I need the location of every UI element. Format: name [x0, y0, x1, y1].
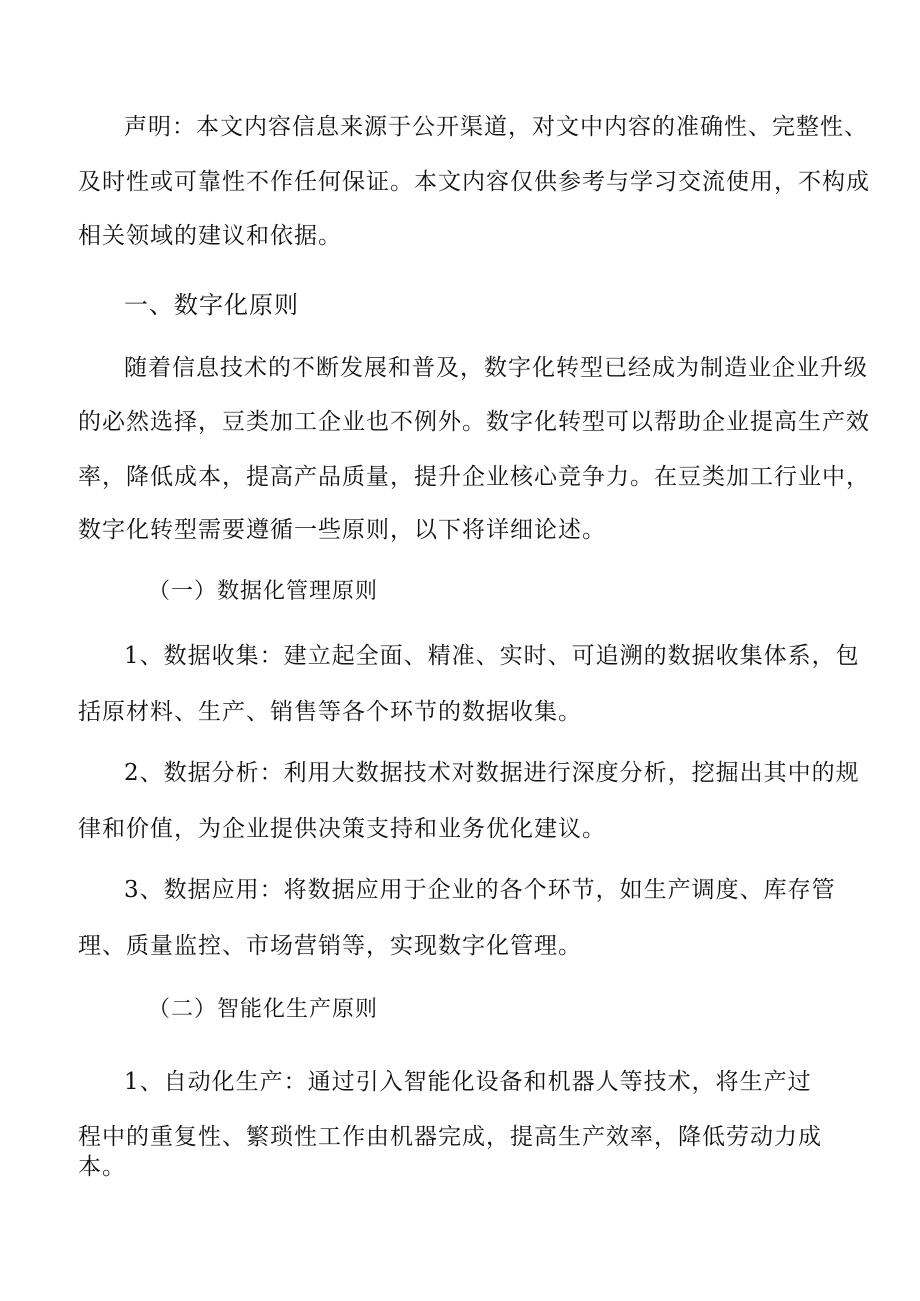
subsection-title-1: （一）数据化管理原则 [148, 579, 379, 604]
intro-line-4: 数字化转型需要遵循一些原则，以下将详细论述。 [78, 517, 606, 543]
sub1-item1-line-1: 1、数据收集：建立起全面、精准、实时、可追溯的数据收集体系，包 [124, 643, 860, 669]
sub1-item1-line-2: 括原材料、生产、销售等各个环节的数据收集。 [78, 699, 582, 725]
intro-line-3: 率，降低成本，提高产品质量，提升企业核心竞争力。在豆类加工行业中， [78, 464, 870, 490]
sub1-item3-line-2: 理、质量监控、市场营销等，实现数字化管理。 [78, 933, 582, 959]
sub2-item1-line-3: 本。 [78, 1154, 126, 1180]
subsection-title-2: （二）智能化生产原则 [148, 997, 379, 1022]
sub1-item3-line-1: 3、数据应用：将数据应用于企业的各个环节，如生产调度、库存管 [124, 877, 836, 903]
sub2-item1-line-2: 程中的重复性、繁琐性工作由机器完成，提高生产效率，降低劳动力成 [78, 1124, 822, 1150]
intro-line-1: 随着信息技术的不断发展和普及，数字化转型已经成为制造业企业升级 [124, 355, 868, 381]
section-title: 一、数字化原则 [124, 291, 299, 319]
intro-line-2: 的必然选择，豆类加工企业也不例外。数字化转型可以帮助企业提高生产效 [78, 409, 870, 435]
disclaimer-line-1: 声明：本文内容信息来源于公开渠道，对文中内容的准确性、完整性、 [124, 114, 868, 140]
sub2-item1-line-1: 1、自动化生产：通过引入智能化设备和机器人等技术，将生产过 [124, 1069, 812, 1095]
sub1-item2-line-2: 律和价值，为企业提供决策支持和业务优化建议。 [78, 816, 606, 842]
sub1-item2-line-1: 2、数据分析：利用大数据技术对数据进行深度分析，挖掘出其中的规 [124, 760, 860, 786]
disclaimer-line-2: 及时性或可靠性不作任何保证。本文内容仅供参考与学习交流使用，不构成 [78, 169, 870, 195]
disclaimer-line-3: 相关领域的建议和依据。 [78, 223, 342, 249]
